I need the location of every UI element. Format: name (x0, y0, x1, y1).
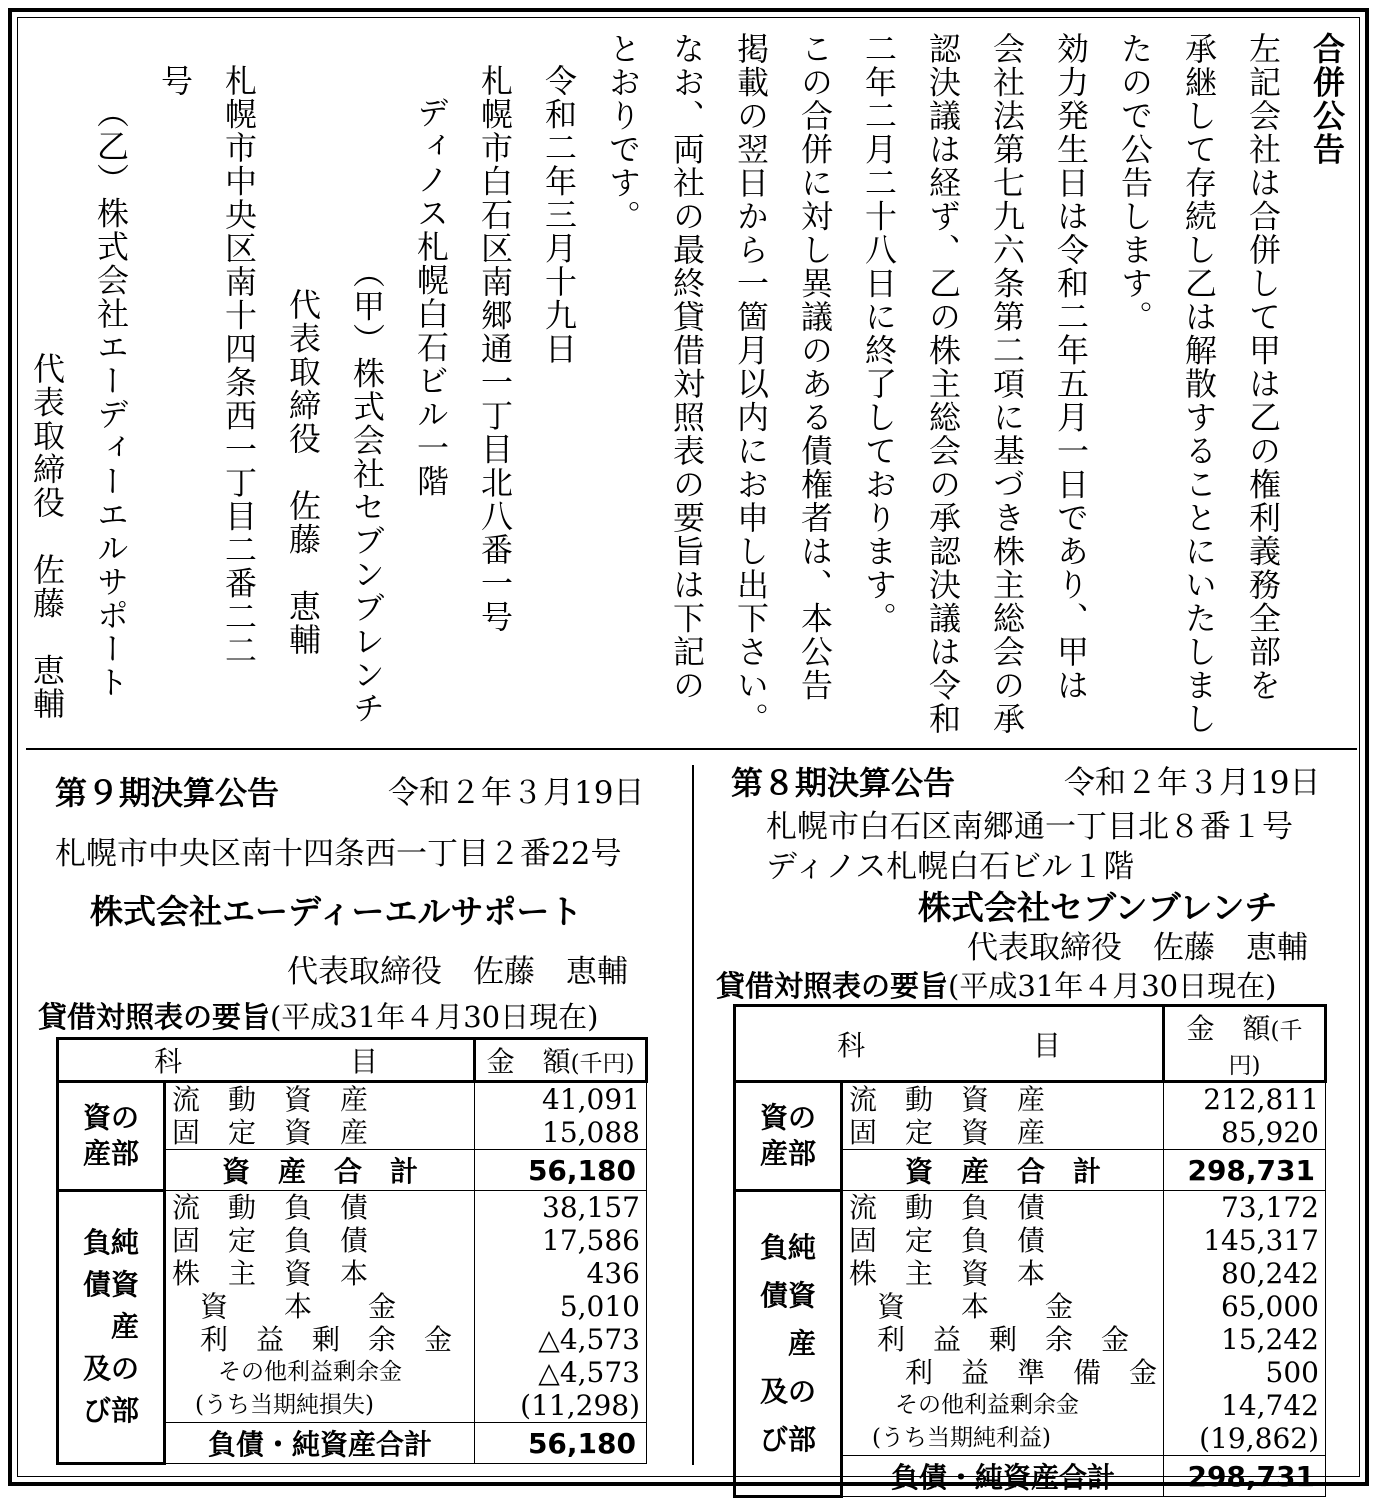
section-divider (26, 748, 1357, 750)
liability-item: 株 主 資 本 (849, 1257, 1046, 1290)
asset-total: 56,180 (475, 1150, 647, 1191)
liability-value: 80,242 (1221, 1257, 1319, 1290)
asset-item: 流 動 資 産 (172, 1083, 369, 1116)
header-amount (475, 1039, 647, 1082)
liability-value: (19,862) (1199, 1422, 1319, 1455)
header-item (58, 1039, 475, 1082)
merger-line: 号 (156, 64, 194, 98)
header-amount (1164, 1006, 1326, 1082)
liability-value: 14,742 (1221, 1389, 1319, 1422)
asset-total-label: 資 産 合 計 (165, 1150, 475, 1191)
header-item-1: 科 (837, 1028, 866, 1062)
liability-total: 298,731 (1164, 1456, 1326, 1497)
left-bs-date: (平成31年４月30日現在) (270, 1000, 599, 1034)
liability-item: 資 本 金 (849, 1290, 1074, 1323)
asset-items (165, 1082, 475, 1150)
right-title: 第８期決算公告 (731, 764, 956, 802)
right-balance-sheet (733, 1004, 1327, 1498)
merger-line: （甲）株式会社セブンブレンチ (348, 256, 386, 725)
liability-value: 73,172 (1221, 1191, 1319, 1224)
merger-notice (15, 32, 1359, 736)
right-rep: 代表取締役 佐藤 恵輔 (967, 930, 1308, 966)
liability-value: △4,573 (538, 1356, 640, 1389)
left-bs-heading (38, 998, 598, 1036)
header-item-2: 目 (349, 1045, 378, 1078)
asset-item: 流 動 資 産 (849, 1083, 1046, 1116)
merger-line: 代表取締役 佐藤 恵輔 (28, 352, 66, 721)
assets-category: 資の 産部 (735, 1082, 842, 1191)
liability-item: 流 動 負 債 (849, 1191, 1046, 1224)
asset-item: 固 定 資 産 (172, 1116, 369, 1149)
liability-item: 資 本 金 (172, 1290, 397, 1323)
right-company: 株式会社セブンブレンチ (918, 888, 1278, 927)
asset-items (842, 1082, 1164, 1150)
asset-value: 85,920 (1221, 1116, 1319, 1149)
merger-line: 札幌市中央区南十四条西一丁目二番二二 (220, 64, 258, 667)
column-divider (692, 765, 694, 1465)
liability-total: 56,180 (475, 1423, 647, 1464)
merger-line: 代表取締役 佐藤 恵輔 (284, 288, 322, 657)
left-bs-title: 貸借対照表の要旨 (38, 1000, 271, 1034)
liability-value: △4,573 (538, 1323, 640, 1356)
liability-value: 17,586 (542, 1224, 640, 1257)
merger-line: 掲載の翌日から一箇月以内にお申し出下さい。 (732, 32, 770, 736)
liability-item: 固 定 負 債 (172, 1224, 369, 1257)
liability-item: (うち当期純利益) (849, 1425, 1051, 1451)
merger-line: 承継して存続し乙は解散することにいたしまし (1180, 32, 1218, 736)
merger-line: 効力発生日は令和二年五月一日であり、甲は (1052, 32, 1090, 702)
liabilities-category: 負純 債資 産 及の び部 (735, 1191, 842, 1497)
left-balance-sheet (56, 1037, 648, 1465)
asset-values (1164, 1082, 1326, 1150)
header-amount-label: 金 額 (1186, 1012, 1271, 1045)
header-amount-label: 金 額 (486, 1045, 571, 1078)
liability-value: 436 (586, 1257, 640, 1290)
left-date: 令和２年３月19日 (388, 775, 645, 811)
liability-items (165, 1191, 475, 1423)
header-unit: (千円) (1228, 1018, 1303, 1079)
asset-total-label: 資 産 合 計 (842, 1150, 1164, 1191)
liability-value: 65,000 (1221, 1290, 1319, 1323)
asset-item: 固 定 資 産 (849, 1116, 1046, 1149)
left-rep: 代表取締役 佐藤 恵輔 (287, 954, 628, 990)
merger-line: この合併に対し異議のある債権者は、本公告 (796, 32, 834, 702)
liability-item: 利 益 準 備 金 (849, 1356, 1158, 1389)
merger-line: 二年二月二十八日に終了しております。 (860, 32, 898, 635)
liability-item: 流 動 負 債 (172, 1191, 369, 1224)
asset-value: 212,811 (1203, 1083, 1319, 1116)
merger-line: 認決議は経ず、乙の株主総会の承認決議は令和 (924, 32, 962, 736)
merger-date: 令和二年三月十九日 (540, 64, 578, 366)
merger-line: とおりです。 (604, 32, 642, 233)
right-date: 令和２年３月19日 (1064, 765, 1321, 801)
right-bs-date: (平成31年４月30日現在) (948, 969, 1277, 1003)
merger-line: なお、両社の最終貸借対照表の要旨は下記の (668, 32, 706, 702)
right-bs-heading (716, 967, 1276, 1005)
header-item (735, 1006, 1164, 1082)
asset-value: 15,088 (542, 1116, 640, 1149)
right-address: 札幌市白石区南郷通一丁目北８番１号 (766, 809, 1293, 845)
liability-value: 500 (1265, 1356, 1319, 1389)
assets-category: 資の 産部 (58, 1082, 165, 1191)
merger-line: ディノス札幌白石ビル一階 (412, 96, 450, 498)
asset-values (475, 1082, 647, 1150)
liability-total-label: 負債・純資産合計 (165, 1423, 475, 1464)
header-unit: (千円) (570, 1051, 635, 1077)
liability-item: その他利益剰余金 (849, 1392, 1079, 1418)
merger-title: 合併公告 (1308, 32, 1346, 166)
liability-values (1164, 1191, 1326, 1456)
merger-line: 会社法第七九六条第二項に基づき株主総会の承 (988, 32, 1026, 736)
header-item-2: 目 (1032, 1028, 1061, 1062)
asset-value: 41,091 (542, 1083, 640, 1116)
liability-item: 利 益 剰 余 金 (172, 1323, 453, 1356)
liability-items (842, 1191, 1164, 1456)
merger-line: 札幌市白石区南郷通一丁目北八番一号 (476, 64, 514, 634)
liability-item: 固 定 負 債 (849, 1224, 1046, 1257)
left-title: 第９期決算公告 (55, 774, 280, 812)
liability-value: (11,298) (520, 1389, 640, 1422)
merger-line: 左記会社は合併して甲は乙の権利義務全部を (1244, 32, 1282, 702)
left-address: 札幌市中央区南十四条西一丁目２番22号 (55, 836, 622, 872)
liability-item: 利 益 剰 余 金 (849, 1323, 1130, 1356)
liability-value: 145,317 (1203, 1224, 1319, 1257)
liability-values (475, 1191, 647, 1423)
liability-value: 5,010 (559, 1290, 640, 1323)
liability-value: 15,242 (1221, 1323, 1319, 1356)
liability-item: その他利益剰余金 (172, 1359, 402, 1385)
liability-item: 株 主 資 本 (172, 1257, 369, 1290)
header-item-1: 科 (154, 1045, 183, 1078)
liabilities-category: 負純 債資 産 及の び部 (58, 1191, 165, 1464)
merger-line: たので公告します。 (1116, 32, 1154, 334)
liability-total-label: 負債・純資産合計 (842, 1456, 1164, 1497)
liability-item: (うち当期純損失) (172, 1392, 374, 1418)
asset-total: 298,731 (1164, 1150, 1326, 1191)
right-bs-title: 貸借対照表の要旨 (716, 969, 949, 1003)
right-address-building: ディノス札幌白石ビル１階 (766, 849, 1135, 885)
merger-line: （乙）株式会社エーディーエルサポート (92, 96, 130, 699)
left-company: 株式会社エーディーエルサポート (90, 892, 583, 931)
liability-value: 38,157 (542, 1191, 640, 1224)
